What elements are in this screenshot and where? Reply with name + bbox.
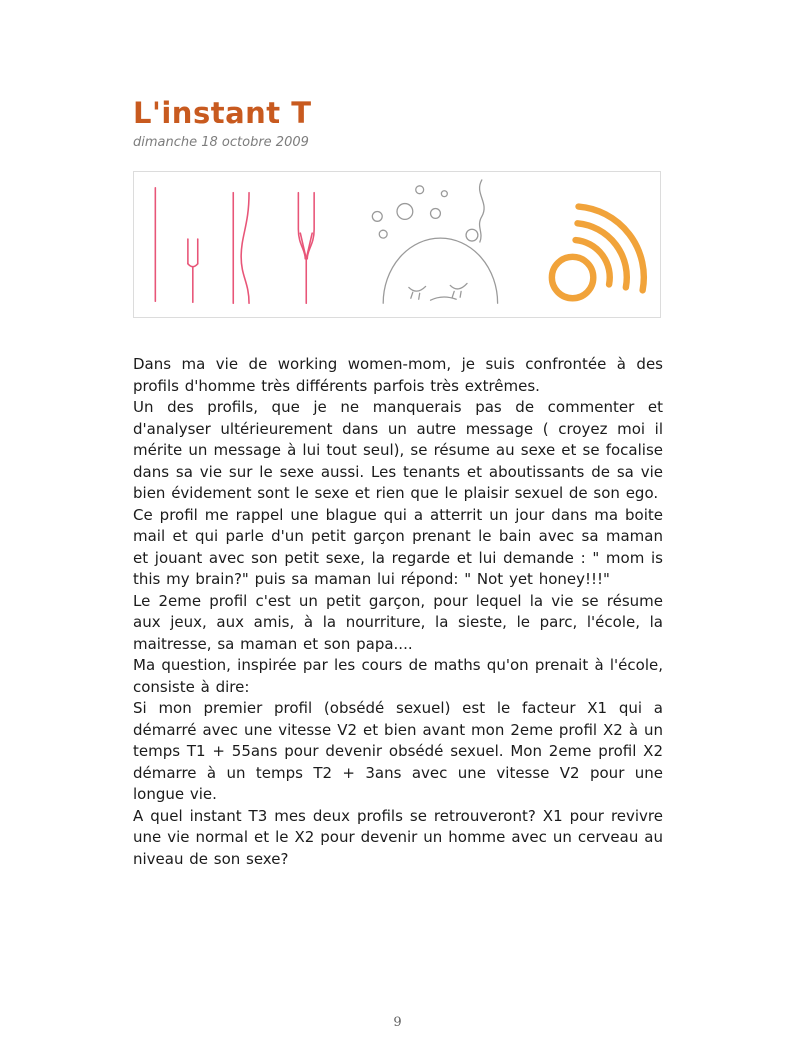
post-content xyxy=(133,97,663,870)
paragraph: Le 2eme profil c'est un petit garçon, pour lequel la vie se résume aux jeux, aux amis, à la nourriture, la sieste, le parc, l'école, la maitresse, sa maman et son papa.... xyxy=(133,591,663,653)
paragraph: A quel instant T3 mes deux profils se retrouveront? X1 pour revivre une vie normal et le X2 pour devenir un homme avec un cerveau au niveau de son sexe? xyxy=(133,806,663,868)
paragraph: Dans ma vie de working women-mom, je suis confrontée à des profils d'homme très différents parfois très extrêmes. xyxy=(133,355,663,395)
paragraph: Ce profil me rappel une blague qui a atterrit un jour dans ma boite mail et qui parle d'un petit garçon prenant le bain avec sa maman et jouant avec son petit sexe, la regarde et lui demande : " mom is this my brain?" puis sa maman lui répond: " Not yet honey!!!" xyxy=(133,505,663,588)
page-number: 9 xyxy=(393,1015,402,1030)
paragraph: Ma question, inspirée par les cours de maths qu'on prenait à l'école, consiste à dire: xyxy=(133,656,663,696)
glasses-doodle-icon xyxy=(155,188,314,303)
paragraph: Si mon premier profil (obsédé sexuel) est le facteur X1 qui a démarré avec une vitesse V2 et bien avant mon 2eme profil X2 à un temps T1 + 55ans pour devenir obsédé sexuel. Mon 2eme profil X2 démarre à un temps T2 + 3ans avec une vitesse V2 pour une longue vie. xyxy=(133,699,663,803)
sleepy-face-doodle-icon xyxy=(372,180,497,303)
post-date: dimanche 18 octobre 2009 xyxy=(133,135,309,150)
post-body xyxy=(133,354,663,870)
page-title: L'instant T xyxy=(133,96,312,130)
signal-arcs-icon xyxy=(552,207,644,299)
banner-illustration xyxy=(133,171,661,318)
paragraph: Un des profils, que je ne manquerais pas de commenter et d'analyser ultérieurement dans un autre message ( croyez moi il mérite un message à lui tout seul), se résume au sexe et se focalise dans sa vie sur le sexe aussi. Les tenants et aboutissants de sa vie bien évidement sont le sexe et rien que le plaisir sexuel de son ego. xyxy=(133,398,663,502)
banner-doodle-svg xyxy=(134,172,660,317)
